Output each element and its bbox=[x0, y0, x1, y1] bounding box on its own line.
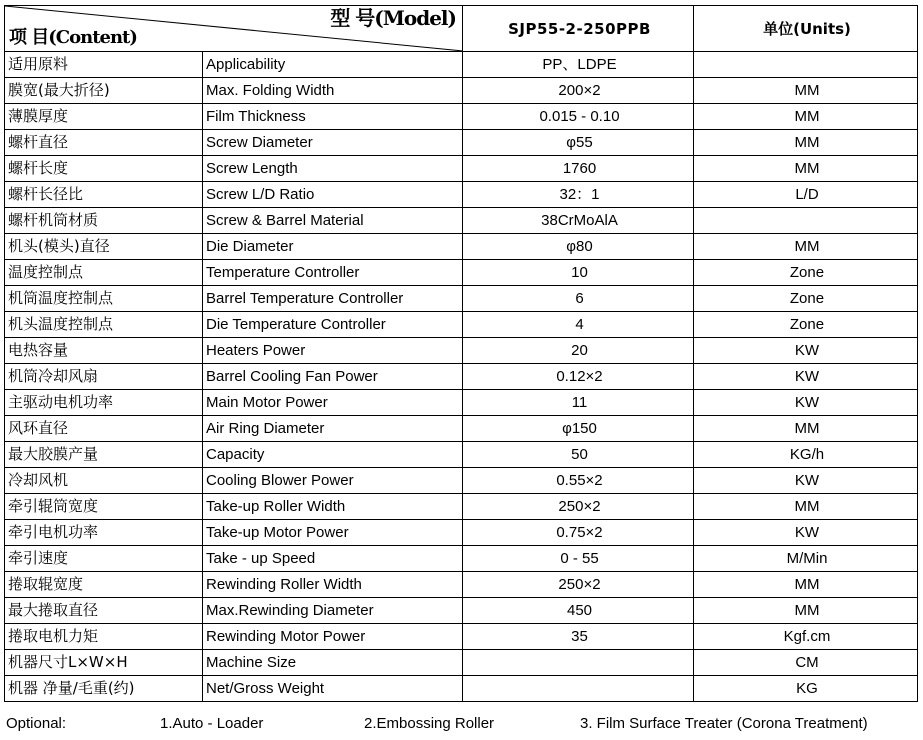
table-row bbox=[5, 494, 918, 520]
row-label-cn: 主驱动电机功率 bbox=[5, 390, 203, 416]
row-label-cn: 螺杆长径比 bbox=[5, 182, 203, 208]
row-unit: CM bbox=[694, 650, 918, 676]
row-value: 250×2 bbox=[463, 572, 694, 598]
row-label-cn: 捲取辊宽度 bbox=[5, 572, 203, 598]
row-label-en: Capacity bbox=[203, 442, 463, 468]
row-label-en: Heaters Power bbox=[203, 338, 463, 364]
table-row bbox=[5, 442, 918, 468]
row-label-en: Max. Folding Width bbox=[203, 78, 463, 104]
row-unit: KW bbox=[694, 468, 918, 494]
row-unit: KG/h bbox=[694, 442, 918, 468]
table-row bbox=[5, 130, 918, 156]
table-row bbox=[5, 338, 918, 364]
table-row bbox=[5, 182, 918, 208]
row-label-cn: 机器尺寸L×W×H bbox=[5, 650, 203, 676]
row-unit: MM bbox=[694, 572, 918, 598]
table-row bbox=[5, 260, 918, 286]
row-value: 0 - 55 bbox=[463, 546, 694, 572]
table-row bbox=[5, 364, 918, 390]
row-value: 1760 bbox=[463, 156, 694, 182]
row-label-en: Rewinding Roller Width bbox=[203, 572, 463, 598]
row-label-cn: 螺杆机筒材质 bbox=[5, 208, 203, 234]
row-unit: Zone bbox=[694, 286, 918, 312]
table-row bbox=[5, 104, 918, 130]
row-label-cn: 机筒冷却风扇 bbox=[5, 364, 203, 390]
row-unit: MM bbox=[694, 78, 918, 104]
row-label-cn: 温度控制点 bbox=[5, 260, 203, 286]
row-unit: Zone bbox=[694, 260, 918, 286]
row-label-en: Air Ring Diameter bbox=[203, 416, 463, 442]
table-row bbox=[5, 208, 918, 234]
row-label-cn: 牵引速度 bbox=[5, 546, 203, 572]
row-unit: KG bbox=[694, 676, 918, 702]
row-label-cn: 牵引辊筒宽度 bbox=[5, 494, 203, 520]
row-value: 4 bbox=[463, 312, 694, 338]
row-unit: MM bbox=[694, 130, 918, 156]
table-row bbox=[5, 468, 918, 494]
header-item-model-cell bbox=[5, 6, 463, 52]
row-value: 32：1 bbox=[463, 182, 694, 208]
row-label-en: Die Temperature Controller bbox=[203, 312, 463, 338]
row-label-en: Temperature Controller bbox=[203, 260, 463, 286]
table-row bbox=[5, 234, 918, 260]
model-header: 型 号(Model) bbox=[330, 6, 456, 30]
table-row bbox=[5, 520, 918, 546]
row-label-cn: 螺杆直径 bbox=[5, 130, 203, 156]
row-label-en: Die Diameter bbox=[203, 234, 463, 260]
row-label-cn: 机头(模头)直径 bbox=[5, 234, 203, 260]
row-value: 200×2 bbox=[463, 78, 694, 104]
row-unit: KW bbox=[694, 338, 918, 364]
row-unit: KW bbox=[694, 364, 918, 390]
row-value bbox=[463, 676, 694, 702]
row-unit: MM bbox=[694, 156, 918, 182]
row-label-en: Take - up Speed bbox=[203, 546, 463, 572]
row-unit: MM bbox=[694, 104, 918, 130]
row-value: 11 bbox=[463, 390, 694, 416]
row-label-cn: 机器 净量/毛重(约) bbox=[5, 676, 203, 702]
row-unit: Kgf.cm bbox=[694, 624, 918, 650]
row-value: φ80 bbox=[463, 234, 694, 260]
optional-item-1: 1.Auto - Loader bbox=[160, 715, 264, 732]
table-row bbox=[5, 156, 918, 182]
row-unit: L/D bbox=[694, 182, 918, 208]
header-row bbox=[5, 6, 918, 52]
row-value: 35 bbox=[463, 624, 694, 650]
table-row bbox=[5, 598, 918, 624]
row-unit: KW bbox=[694, 520, 918, 546]
row-label-en: Applicability bbox=[203, 52, 463, 78]
row-unit: MM bbox=[694, 494, 918, 520]
row-label-cn: 冷却风机 bbox=[5, 468, 203, 494]
row-value: 0.015 - 0.10 bbox=[463, 104, 694, 130]
row-value: φ150 bbox=[463, 416, 694, 442]
optional-label: Optional: bbox=[6, 715, 67, 732]
row-label-cn: 最大胶膜产量 bbox=[5, 442, 203, 468]
row-label-en: Screw Length bbox=[203, 156, 463, 182]
table-row bbox=[5, 650, 918, 676]
row-label-en: Screw Diameter bbox=[203, 130, 463, 156]
row-label-en: Screw L/D Ratio bbox=[203, 182, 463, 208]
row-value bbox=[463, 650, 694, 676]
row-label-cn: 风环直径 bbox=[5, 416, 203, 442]
row-label-en: Net/Gross Weight bbox=[203, 676, 463, 702]
table-row bbox=[5, 78, 918, 104]
row-label-cn: 牵引电机功率 bbox=[5, 520, 203, 546]
row-unit bbox=[694, 52, 918, 78]
row-label-cn: 最大捲取直径 bbox=[5, 598, 203, 624]
units-header: 单位(Units) bbox=[694, 6, 918, 52]
row-value: 0.55×2 bbox=[463, 468, 694, 494]
optional-item-2: 2.Embossing Roller bbox=[364, 715, 495, 732]
table-row bbox=[5, 312, 918, 338]
table-row bbox=[5, 390, 918, 416]
row-label-en: Rewinding Motor Power bbox=[203, 624, 463, 650]
table-row bbox=[5, 286, 918, 312]
row-value: 10 bbox=[463, 260, 694, 286]
table-row bbox=[5, 546, 918, 572]
row-value: 0.12×2 bbox=[463, 364, 694, 390]
row-label-en: Max.Rewinding Diameter bbox=[203, 598, 463, 624]
row-label-en: Barrel Temperature Controller bbox=[203, 286, 463, 312]
row-label-cn: 捲取电机力矩 bbox=[5, 624, 203, 650]
row-label-en: Take-up Motor Power bbox=[203, 520, 463, 546]
spec-table bbox=[4, 5, 918, 702]
row-label-en: Film Thickness bbox=[203, 104, 463, 130]
table-row bbox=[5, 416, 918, 442]
row-label-en: Main Motor Power bbox=[203, 390, 463, 416]
row-value: 20 bbox=[463, 338, 694, 364]
row-label-en: Screw & Barrel Material bbox=[203, 208, 463, 234]
row-label-cn: 电热容量 bbox=[5, 338, 203, 364]
table-row bbox=[5, 676, 918, 702]
row-label-cn: 机头温度控制点 bbox=[5, 312, 203, 338]
row-unit: M/Min bbox=[694, 546, 918, 572]
row-unit: MM bbox=[694, 234, 918, 260]
row-label-cn: 螺杆长度 bbox=[5, 156, 203, 182]
row-value: φ55 bbox=[463, 130, 694, 156]
row-value: 50 bbox=[463, 442, 694, 468]
row-value: 38CrMoAlA bbox=[463, 208, 694, 234]
row-label-cn: 薄膜厚度 bbox=[5, 104, 203, 130]
row-unit: Zone bbox=[694, 312, 918, 338]
row-value: 450 bbox=[463, 598, 694, 624]
content-header: 项 目(Content) bbox=[9, 27, 137, 48]
row-label-cn: 机筒温度控制点 bbox=[5, 286, 203, 312]
row-unit bbox=[694, 208, 918, 234]
row-label-en: Barrel Cooling Fan Power bbox=[203, 364, 463, 390]
row-label-en: Machine Size bbox=[203, 650, 463, 676]
row-unit: KW bbox=[694, 390, 918, 416]
row-label-en: Cooling Blower Power bbox=[203, 468, 463, 494]
row-value: 250×2 bbox=[463, 494, 694, 520]
table-row bbox=[5, 52, 918, 78]
row-label-en: Take-up Roller Width bbox=[203, 494, 463, 520]
row-value: 0.75×2 bbox=[463, 520, 694, 546]
row-value: PP、LDPE bbox=[463, 52, 694, 78]
optional-line bbox=[6, 714, 916, 734]
row-unit: MM bbox=[694, 416, 918, 442]
row-label-cn: 适用原料 bbox=[5, 52, 203, 78]
row-unit: MM bbox=[694, 598, 918, 624]
row-label-cn: 膜宽(最大折径) bbox=[5, 78, 203, 104]
table-row bbox=[5, 572, 918, 598]
model-value: SJP55-2-250PPB bbox=[463, 6, 694, 52]
row-value: 6 bbox=[463, 286, 694, 312]
optional-item-3: 3. Film Surface Treater (Corona Treatment) bbox=[580, 715, 868, 732]
table-row bbox=[5, 624, 918, 650]
